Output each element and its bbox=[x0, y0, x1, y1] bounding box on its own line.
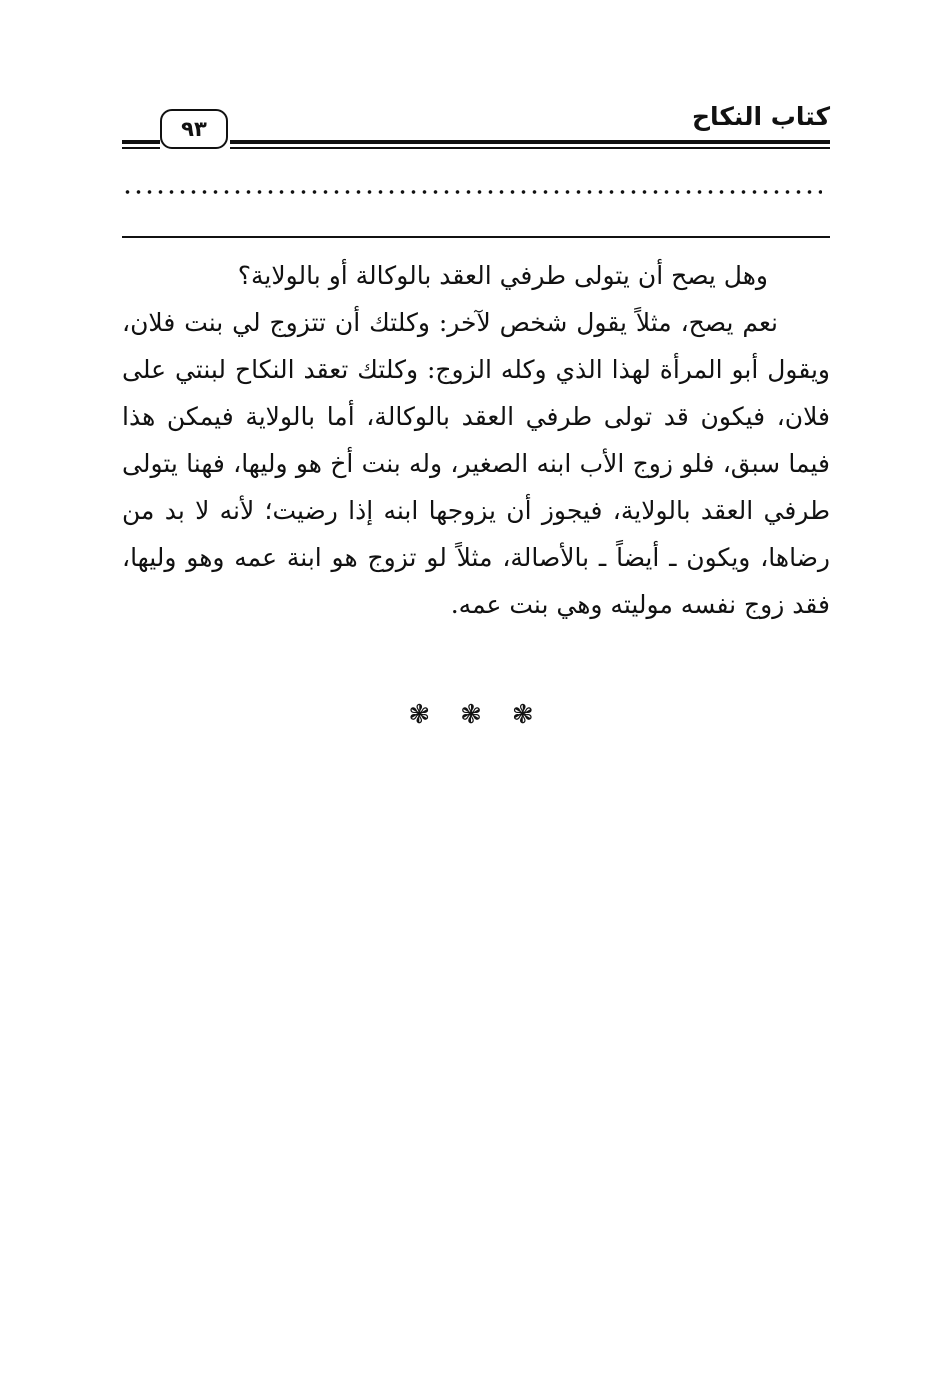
page-number: ٩٣ bbox=[181, 117, 207, 141]
header-rule-left-thin bbox=[122, 147, 160, 149]
question-paragraph: وهل يصح أن يتولى طرفي العقد بالوكالة أو بالولاية؟ bbox=[237, 261, 768, 290]
book-title: كتاب النكاح bbox=[691, 102, 830, 131]
header-rule-thick bbox=[230, 140, 830, 144]
section-end-ornaments bbox=[0, 700, 942, 730]
body-text bbox=[122, 252, 830, 628]
flower-ornament-icon: ❃ bbox=[460, 700, 482, 730]
header-rule-left-thick bbox=[122, 140, 160, 144]
dotted-separator bbox=[122, 186, 822, 202]
header-rule-thin bbox=[230, 147, 830, 149]
flower-ornament-icon: ❃ bbox=[511, 700, 534, 730]
separator-rule bbox=[122, 236, 830, 238]
answer-paragraph: نعم يصح، مثلاً يقول شخص لآخر: وكلتك أن تتزوج لي بنت فلان، ويقول أبو المرأة لهذا الذي وكله الزوج: وكلتك تعقد النكاح لبنتي على فلان، فيكون قد تولى طرفي العقد بالوكالة، أما بالولاية فيمكن هذا فيما سبق، فلو زوج الأب ابنه الصغير، وله بنت أخ هو وليها، فهنا يتولى طرفي العقد بالولاية، فيجوز أن يزوجها ابنه إذا رضيت؛ لأنه لا بد من رضاها، ويكون ـ أيضاً ـ بالأصالة، مثلاً لو تزوج هو ابنة عمه وهو وليها، فقد زوج نفسه موليته وهي بنت عمه. bbox=[122, 308, 830, 619]
page-header bbox=[122, 100, 830, 160]
flower-ornament-icon: ❃ bbox=[408, 700, 431, 730]
page-number-box bbox=[160, 109, 228, 149]
